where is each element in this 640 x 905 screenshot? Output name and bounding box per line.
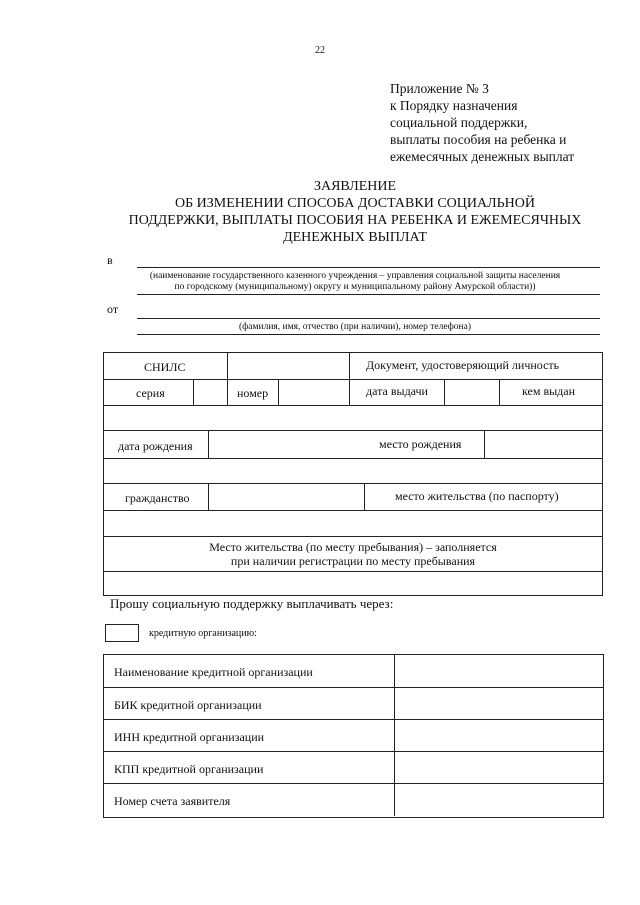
page-number: 22 <box>315 45 325 56</box>
bank-row <box>104 655 603 687</box>
appendix-line: к Порядку назначения <box>390 98 518 113</box>
title-line: ДЕНЕЖНЫХ ВЫПЛАТ <box>283 230 427 245</box>
title-line: ПОДДЕРЖКИ, ВЫПЛАТЫ ПОСОБИЯ НА РЕБЕНКА И ЕЖЕМЕСЯЧНЫХ <box>128 213 582 228</box>
citizenship-input[interactable] <box>209 484 364 510</box>
appendix-line: Приложение № 3 <box>390 81 489 96</box>
number-input[interactable] <box>279 380 349 405</box>
recipient-hint-2: по городскому (муниципальному) округу и муниципальному району Амурской области)) <box>174 282 536 292</box>
residence-passport-input[interactable] <box>104 511 602 536</box>
appendix-line: ежемесячных денежных выплат <box>390 149 575 164</box>
recipient-field-2[interactable] <box>137 294 600 295</box>
bik-input[interactable] <box>394 688 603 720</box>
personal-data-table <box>103 352 603 596</box>
recipient-field[interactable] <box>137 267 600 268</box>
birth-place-input-2[interactable] <box>104 459 602 483</box>
residence-passport-label: место жительства (по паспорту) <box>395 489 559 503</box>
birth-date-input[interactable] <box>209 431 379 458</box>
stay-residence-input[interactable] <box>104 572 602 595</box>
recipient-hint-1: (наименование государственного казенного учреждения – управления социальной защиты населения <box>149 271 561 281</box>
bank-row-label: ИНН кредитной организации <box>114 730 265 744</box>
birth-place-input[interactable] <box>485 431 602 458</box>
bank-row <box>104 783 603 816</box>
appendix-header <box>390 80 574 165</box>
series-label: серия <box>136 386 165 400</box>
bank-row-label: КПП кредитной организации <box>114 762 264 776</box>
number-label: номер <box>237 386 269 400</box>
stay-residence-note <box>104 540 602 568</box>
bank-row-label: БИК кредитной организации <box>114 698 262 712</box>
issued-by-label: кем выдан <box>522 384 576 398</box>
credit-organization-checkbox[interactable] <box>105 624 139 642</box>
title-line: ЗАЯВЛЕНИЕ <box>313 179 397 194</box>
bank-name-input[interactable] <box>394 655 603 687</box>
birth-place-label: место рождения <box>379 437 462 451</box>
document-title <box>105 178 605 246</box>
inn-input[interactable] <box>394 720 603 752</box>
bank-row <box>104 687 603 720</box>
bank-row <box>104 751 603 784</box>
title-line: ОБ ИЗМЕНЕНИИ СПОСОБА ДОСТАВКИ СОЦИАЛЬНОЙ <box>175 196 535 211</box>
appendix-line: выплаты пособия на ребенка и <box>390 132 567 147</box>
request-text: Прошу социальную поддержку выплачивать через: <box>110 596 394 611</box>
kpp-input[interactable] <box>394 752 603 784</box>
bank-row <box>104 719 603 752</box>
stay-note-line: при наличии регистрации по месту пребывания <box>230 554 476 568</box>
snils-input[interactable] <box>228 353 349 379</box>
from-label: от <box>107 302 119 316</box>
applicant-field[interactable] <box>137 318 600 319</box>
applicant-field-2[interactable] <box>137 334 600 335</box>
credit-organization-label: кредитную организацию: <box>149 628 257 639</box>
issue-date-label: дата выдачи <box>366 384 428 398</box>
issued-by-input[interactable] <box>104 406 602 430</box>
snils-label: СНИЛС <box>144 360 186 374</box>
birth-date-label: дата рождения <box>118 439 193 453</box>
account-number-input[interactable] <box>394 784 603 816</box>
citizenship-label: гражданство <box>125 491 190 505</box>
stay-note-line: Место жительства (по месту пребывания) – заполняется <box>209 540 497 554</box>
applicant-hint: (фамилия, имя, отчество (при наличии), номер телефона) <box>238 322 472 332</box>
bank-details-table <box>103 654 604 818</box>
to-label: в <box>107 253 113 267</box>
appendix-line: социальной поддержки, <box>390 115 528 130</box>
issue-date-input[interactable] <box>445 380 499 405</box>
identity-doc-label: Документ, удостоверяющий личность <box>366 358 560 372</box>
series-input[interactable] <box>194 380 227 405</box>
bank-row-label: Номер счета заявителя <box>114 794 231 808</box>
bank-row-label: Наименование кредитной организации <box>114 665 313 679</box>
